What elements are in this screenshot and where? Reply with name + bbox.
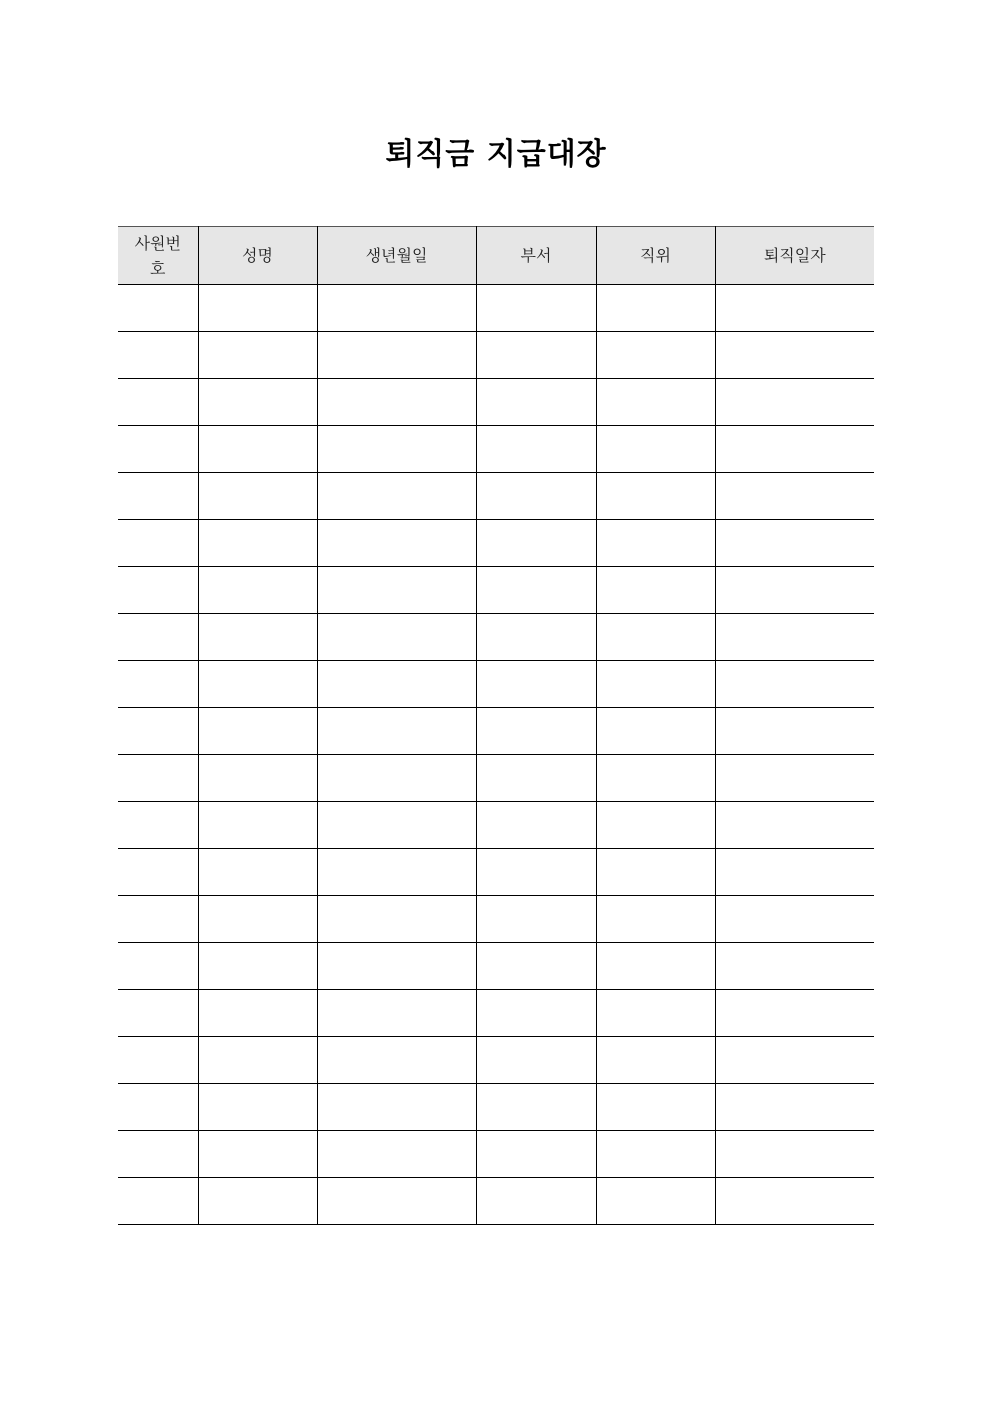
table-row <box>118 896 874 943</box>
cell-position[interactable] <box>596 1037 715 1084</box>
cell-birth-date[interactable] <box>317 614 476 661</box>
cell-retirement-date[interactable] <box>715 285 874 332</box>
page-title: 퇴직금 지급대장 <box>385 137 607 172</box>
cell-employee-number[interactable] <box>118 849 198 896</box>
table-row <box>118 379 874 426</box>
cell-retirement-date[interactable] <box>715 332 874 379</box>
cell-birth-date[interactable] <box>317 802 476 849</box>
table-row <box>118 1131 874 1178</box>
table-row <box>118 708 874 755</box>
cell-retirement-date[interactable] <box>715 1178 874 1225</box>
cell-employee-number[interactable] <box>118 473 198 520</box>
cell-retirement-date[interactable] <box>715 1131 874 1178</box>
cell-employee-number[interactable] <box>118 943 198 990</box>
cell-name[interactable] <box>198 990 317 1037</box>
cell-employee-number[interactable] <box>118 661 198 708</box>
cell-retirement-date[interactable] <box>715 614 874 661</box>
cell-retirement-date[interactable] <box>715 896 874 943</box>
cell-position[interactable] <box>596 755 715 802</box>
cell-retirement-date[interactable] <box>715 1037 874 1084</box>
cell-name[interactable] <box>198 520 317 567</box>
table-row <box>118 473 874 520</box>
cell-department[interactable] <box>476 1037 596 1084</box>
cell-employee-number[interactable] <box>118 708 198 755</box>
table-row <box>118 849 874 896</box>
cell-retirement-date[interactable] <box>715 567 874 614</box>
header-department: 부서 <box>476 227 596 285</box>
cell-department[interactable] <box>476 379 596 426</box>
table-row <box>118 567 874 614</box>
cell-retirement-date[interactable] <box>715 849 874 896</box>
cell-employee-number[interactable] <box>118 1131 198 1178</box>
cell-position[interactable] <box>596 520 715 567</box>
table-row <box>118 661 874 708</box>
cell-position[interactable] <box>596 896 715 943</box>
cell-birth-date[interactable] <box>317 1084 476 1131</box>
cell-position[interactable] <box>596 849 715 896</box>
table-row <box>118 285 874 332</box>
cell-birth-date[interactable] <box>317 708 476 755</box>
cell-name[interactable] <box>198 285 317 332</box>
cell-department[interactable] <box>476 802 596 849</box>
table-body <box>118 285 874 1225</box>
cell-employee-number[interactable] <box>118 1037 198 1084</box>
cell-position[interactable] <box>596 943 715 990</box>
table-row <box>118 990 874 1037</box>
cell-department[interactable] <box>476 755 596 802</box>
table-row <box>118 1178 874 1225</box>
cell-name[interactable] <box>198 473 317 520</box>
cell-name[interactable] <box>198 708 317 755</box>
cell-department[interactable] <box>476 990 596 1037</box>
cell-birth-date[interactable] <box>317 755 476 802</box>
cell-department[interactable] <box>476 285 596 332</box>
header-retirement-date: 퇴직일자 <box>715 227 874 285</box>
cell-birth-date[interactable] <box>317 332 476 379</box>
cell-department[interactable] <box>476 1131 596 1178</box>
cell-retirement-date[interactable] <box>715 520 874 567</box>
cell-employee-number[interactable] <box>118 567 198 614</box>
table-header-row <box>118 227 874 285</box>
cell-department[interactable] <box>476 1084 596 1131</box>
cell-birth-date[interactable] <box>317 1131 476 1178</box>
cell-position[interactable] <box>596 1084 715 1131</box>
cell-name[interactable] <box>198 896 317 943</box>
cell-position[interactable] <box>596 661 715 708</box>
cell-retirement-date[interactable] <box>715 802 874 849</box>
cell-employee-number[interactable] <box>118 755 198 802</box>
cell-name[interactable] <box>198 943 317 990</box>
cell-name[interactable] <box>198 1037 317 1084</box>
header-employee-number: 사원번호 <box>118 227 198 285</box>
cell-department[interactable] <box>476 661 596 708</box>
severance-ledger-table <box>118 226 874 1225</box>
table-row <box>118 1037 874 1084</box>
cell-department[interactable] <box>476 567 596 614</box>
cell-retirement-date[interactable] <box>715 943 874 990</box>
cell-position[interactable] <box>596 473 715 520</box>
cell-department[interactable] <box>476 896 596 943</box>
cell-birth-date[interactable] <box>317 426 476 473</box>
cell-birth-date[interactable] <box>317 473 476 520</box>
cell-retirement-date[interactable] <box>715 1084 874 1131</box>
cell-position[interactable] <box>596 802 715 849</box>
cell-position[interactable] <box>596 426 715 473</box>
cell-department[interactable] <box>476 614 596 661</box>
header-birth-date: 생년월일 <box>317 227 476 285</box>
cell-birth-date[interactable] <box>317 943 476 990</box>
cell-employee-number[interactable] <box>118 426 198 473</box>
cell-name[interactable] <box>198 661 317 708</box>
cell-employee-number[interactable] <box>118 379 198 426</box>
cell-name[interactable] <box>198 426 317 473</box>
cell-name[interactable] <box>198 1131 317 1178</box>
cell-department[interactable] <box>476 1178 596 1225</box>
table-row <box>118 332 874 379</box>
cell-birth-date[interactable] <box>317 661 476 708</box>
cell-birth-date[interactable] <box>317 567 476 614</box>
cell-employee-number[interactable] <box>118 614 198 661</box>
cell-employee-number[interactable] <box>118 332 198 379</box>
cell-retirement-date[interactable] <box>715 708 874 755</box>
cell-employee-number[interactable] <box>118 896 198 943</box>
header-name: 성명 <box>198 227 317 285</box>
cell-birth-date[interactable] <box>317 1037 476 1084</box>
table-row <box>118 1084 874 1131</box>
cell-position[interactable] <box>596 332 715 379</box>
cell-employee-number[interactable] <box>118 802 198 849</box>
cell-department[interactable] <box>476 708 596 755</box>
header-position: 직위 <box>596 227 715 285</box>
cell-name[interactable] <box>198 332 317 379</box>
cell-retirement-date[interactable] <box>715 379 874 426</box>
cell-department[interactable] <box>476 943 596 990</box>
cell-department[interactable] <box>476 520 596 567</box>
table-row <box>118 943 874 990</box>
cell-department[interactable] <box>476 426 596 473</box>
cell-birth-date[interactable] <box>317 1178 476 1225</box>
cell-employee-number[interactable] <box>118 1084 198 1131</box>
cell-employee-number[interactable] <box>118 1178 198 1225</box>
cell-position[interactable] <box>596 990 715 1037</box>
cell-position[interactable] <box>596 1131 715 1178</box>
cell-position[interactable] <box>596 708 715 755</box>
table-row <box>118 520 874 567</box>
cell-birth-date[interactable] <box>317 990 476 1037</box>
cell-name[interactable] <box>198 1178 317 1225</box>
table-row <box>118 802 874 849</box>
cell-birth-date[interactable] <box>317 379 476 426</box>
cell-employee-number[interactable] <box>118 520 198 567</box>
cell-name[interactable] <box>198 379 317 426</box>
cell-birth-date[interactable] <box>317 285 476 332</box>
table-row <box>118 755 874 802</box>
cell-retirement-date[interactable] <box>715 473 874 520</box>
cell-birth-date[interactable] <box>317 520 476 567</box>
cell-position[interactable] <box>596 285 715 332</box>
cell-name[interactable] <box>198 755 317 802</box>
cell-birth-date[interactable] <box>317 849 476 896</box>
cell-retirement-date[interactable] <box>715 755 874 802</box>
cell-department[interactable] <box>476 473 596 520</box>
cell-birth-date[interactable] <box>317 896 476 943</box>
cell-position[interactable] <box>596 1178 715 1225</box>
cell-employee-number[interactable] <box>118 990 198 1037</box>
cell-department[interactable] <box>476 849 596 896</box>
cell-name[interactable] <box>198 849 317 896</box>
cell-name[interactable] <box>198 567 317 614</box>
cell-employee-number[interactable] <box>118 285 198 332</box>
cell-name[interactable] <box>198 802 317 849</box>
cell-position[interactable] <box>596 614 715 661</box>
cell-retirement-date[interactable] <box>715 990 874 1037</box>
cell-position[interactable] <box>596 379 715 426</box>
cell-position[interactable] <box>596 567 715 614</box>
cell-name[interactable] <box>198 614 317 661</box>
cell-department[interactable] <box>476 332 596 379</box>
cell-retirement-date[interactable] <box>715 661 874 708</box>
cell-retirement-date[interactable] <box>715 426 874 473</box>
cell-name[interactable] <box>198 1084 317 1131</box>
table-row <box>118 426 874 473</box>
table-row <box>118 614 874 661</box>
